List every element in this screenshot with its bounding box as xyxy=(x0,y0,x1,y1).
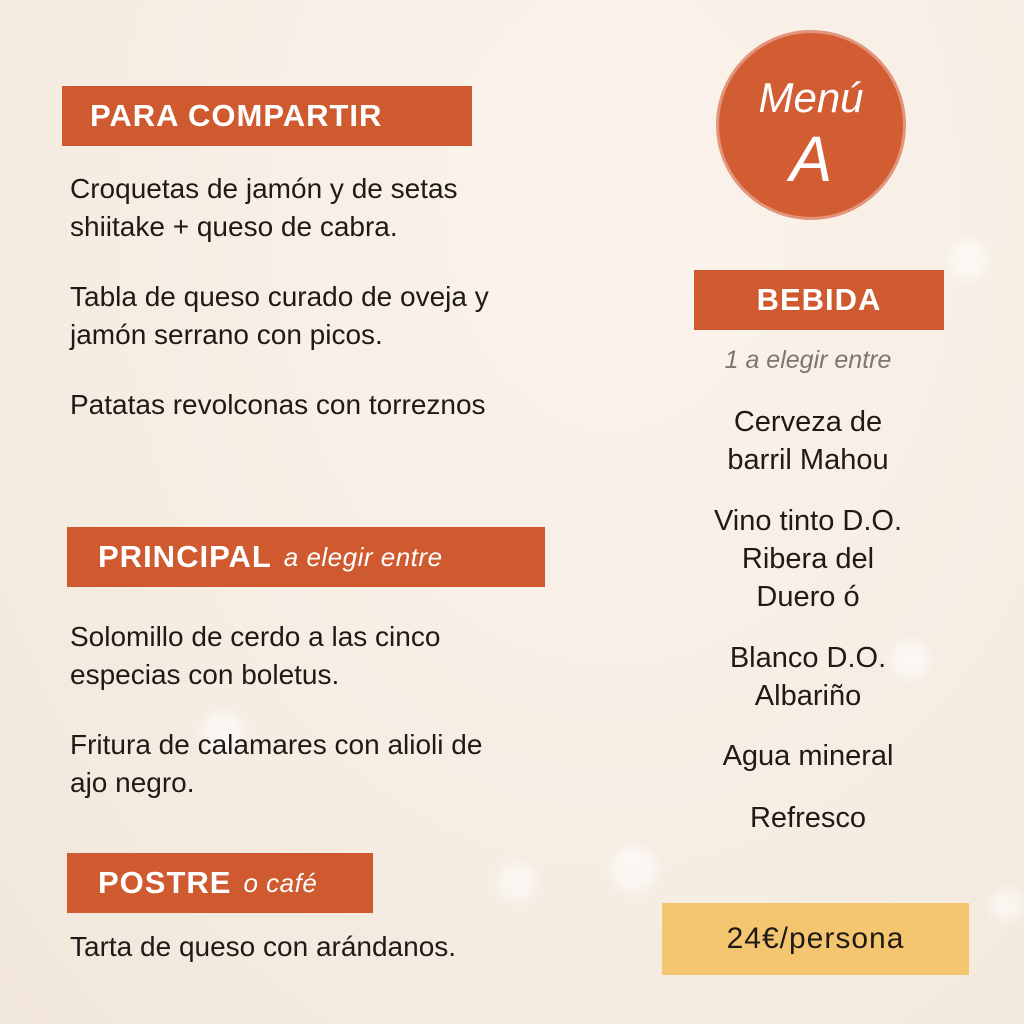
menu-item-line: shiitake + queso de cabra. xyxy=(70,211,398,242)
drink-item-line: barril Mahou xyxy=(727,444,889,476)
bokeh-light xyxy=(497,862,537,902)
menu-item-line: Tabla de queso curado de oveja y xyxy=(70,281,489,312)
drink-item-line: Refresco xyxy=(749,802,867,834)
section-header-compartir xyxy=(62,86,472,146)
drink-item-line: Blanco D.O. xyxy=(729,642,887,674)
menu-item-line: Croquetas de jamón y de setas xyxy=(70,173,458,204)
section-subtitle: a elegir entre xyxy=(283,541,443,572)
bokeh-light xyxy=(990,888,1024,922)
drink-item-line: Agua mineral xyxy=(722,740,894,772)
menu-item xyxy=(70,386,486,424)
menu-item-line: especias con boletus. xyxy=(70,659,340,690)
menu-item xyxy=(70,726,482,802)
drink-item-line: Vino tinto D.O. xyxy=(713,505,903,537)
bebida-note: 1 a elegir entre xyxy=(724,346,892,374)
drink-item xyxy=(690,639,926,715)
menu-item xyxy=(70,278,489,354)
drink-item xyxy=(690,737,926,775)
menu-item xyxy=(70,928,456,966)
bokeh-light xyxy=(948,240,988,280)
drink-item-line: Ribera del xyxy=(741,543,875,575)
menu-badge xyxy=(716,30,906,220)
section-title: PARA COMPARTIR xyxy=(90,98,383,133)
menu-item-line: ajo negro. xyxy=(70,767,195,798)
menu-badge-letter: A xyxy=(789,123,833,195)
menu-item xyxy=(70,618,440,694)
section-title: BEBIDA xyxy=(756,282,882,317)
menu-item-line: Fritura de calamares con alioli de xyxy=(70,729,483,760)
drink-item xyxy=(690,502,926,616)
price-tag xyxy=(662,903,969,975)
drink-item-line: Duero ó xyxy=(756,581,860,613)
drink-item xyxy=(690,799,926,837)
section-title: PRINCIPAL xyxy=(98,539,272,574)
drink-item-line: Albariño xyxy=(754,680,862,712)
menu-item-line: jamón serrano con picos. xyxy=(70,319,383,350)
section-subtitle: o café xyxy=(243,867,318,898)
section-header-postre xyxy=(67,853,373,913)
menu-item-line: Tarta de queso con arándanos. xyxy=(70,931,457,962)
menu-item xyxy=(70,170,458,246)
section-title: POSTRE xyxy=(98,865,232,900)
menu-item-line: Solomillo de cerdo a las cinco xyxy=(70,621,441,652)
drink-item xyxy=(690,403,926,479)
menu-badge-label: Menú xyxy=(758,74,864,121)
menu-item-line: Patatas revolconas con torreznos xyxy=(70,389,486,420)
section-header-principal xyxy=(67,527,545,587)
drink-item-line: Cerveza de xyxy=(733,406,883,438)
section-header-bebida xyxy=(694,270,944,330)
price-label: 24€/persona xyxy=(726,922,905,955)
bokeh-light xyxy=(610,845,658,893)
